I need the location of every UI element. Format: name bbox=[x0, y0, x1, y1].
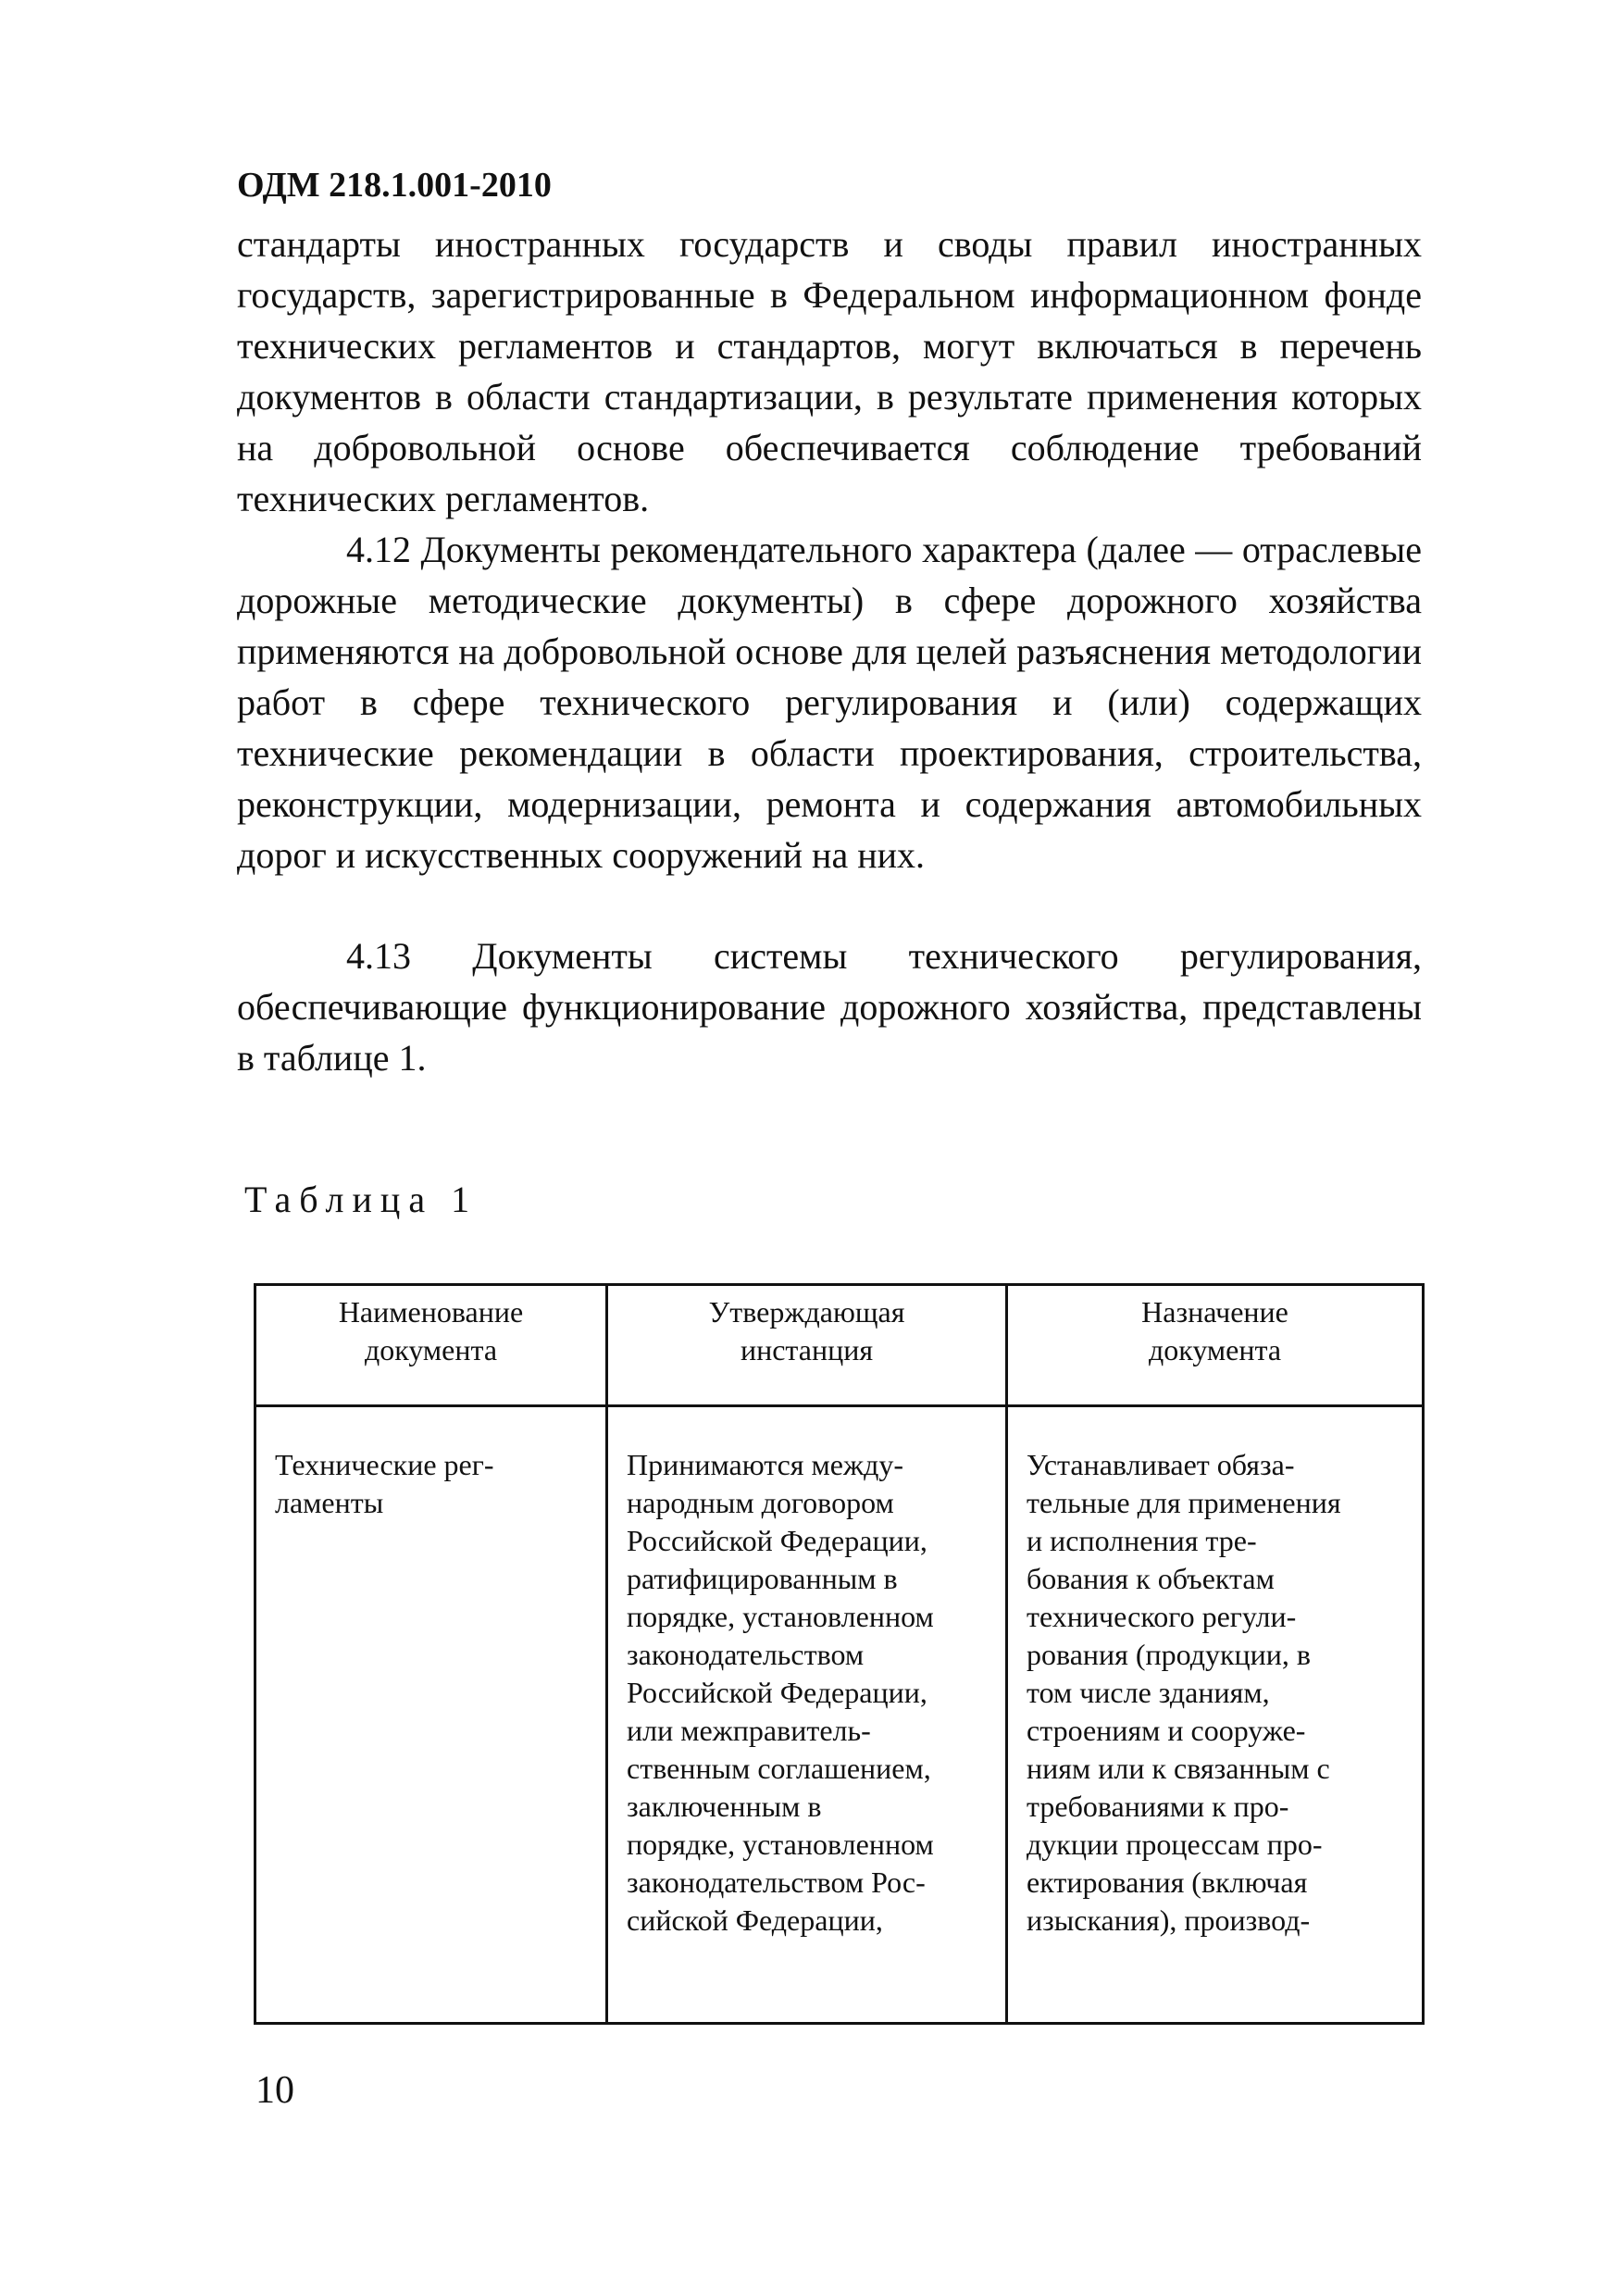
table-title: Таблица 1 bbox=[244, 1179, 479, 1220]
table-header-row bbox=[255, 1285, 1424, 1406]
paragraph-standards: стандарты иностранных государств и своды правил иностранных государств, зарегистрированные в Федеральном информационном фонде технических регламентов и стандартов, могут включаться в перечень документов в области стандартизации, в результате применения которых на добровольной основе обеспечивается соблюдение требований технических регламентов. bbox=[237, 223, 1422, 519]
header-document-purpose: Назначение документа bbox=[1007, 1285, 1424, 1406]
paragraph-4-12: 4.12 Документы рекомендательного характера (далее — отраслевые дорожные методические документы) в сфере дорожного хозяйства применяются на добровольной основе для целей разъяснения методологии работ в сфере технического регулирования и (или) содержащих технические рекомендации в области проектирования, строительства, реконструкции, модернизации, ремонта и содержания автомобильных дорог и искусственных сооружений на них. bbox=[237, 529, 1422, 876]
cell-approving-authority: Принимаются между- народным договором Российской Федерации, ратифицированным в порядке, установленном законодательством Российской Федерации, или межправитель- ственным соглашением, заключенным в порядке, установленном законодательством Рос- сийской Федерации, bbox=[607, 1406, 1007, 2024]
header-approving-authority: Утверждающая инстанция bbox=[607, 1285, 1007, 1406]
paragraph-4-13: 4.13 Документы системы технического регулирования, обеспечивающие функционирование дорожного хозяйства, представлены в таблице 1. bbox=[237, 935, 1422, 1079]
cell-document-purpose: Устанавливает обяза- тельные для применения и исполнения тре- бования к объектам технического регули- рования (продукции, в том числе зданиям, строениям и сооруже- ниям или к связанным с требованиями к про- дукции процессам про- ектирования (включая изыскания), производ- bbox=[1007, 1406, 1424, 2024]
document-code: ОДМ 218.1.001-2010 bbox=[237, 166, 552, 205]
table-row bbox=[255, 1406, 1424, 2024]
documents-table bbox=[254, 1283, 1425, 2025]
header-document-name: Наименование документа bbox=[255, 1285, 607, 1406]
page-number: 10 bbox=[255, 2069, 294, 2112]
cell-document-name: Технические рег- ламенты bbox=[255, 1406, 607, 2024]
